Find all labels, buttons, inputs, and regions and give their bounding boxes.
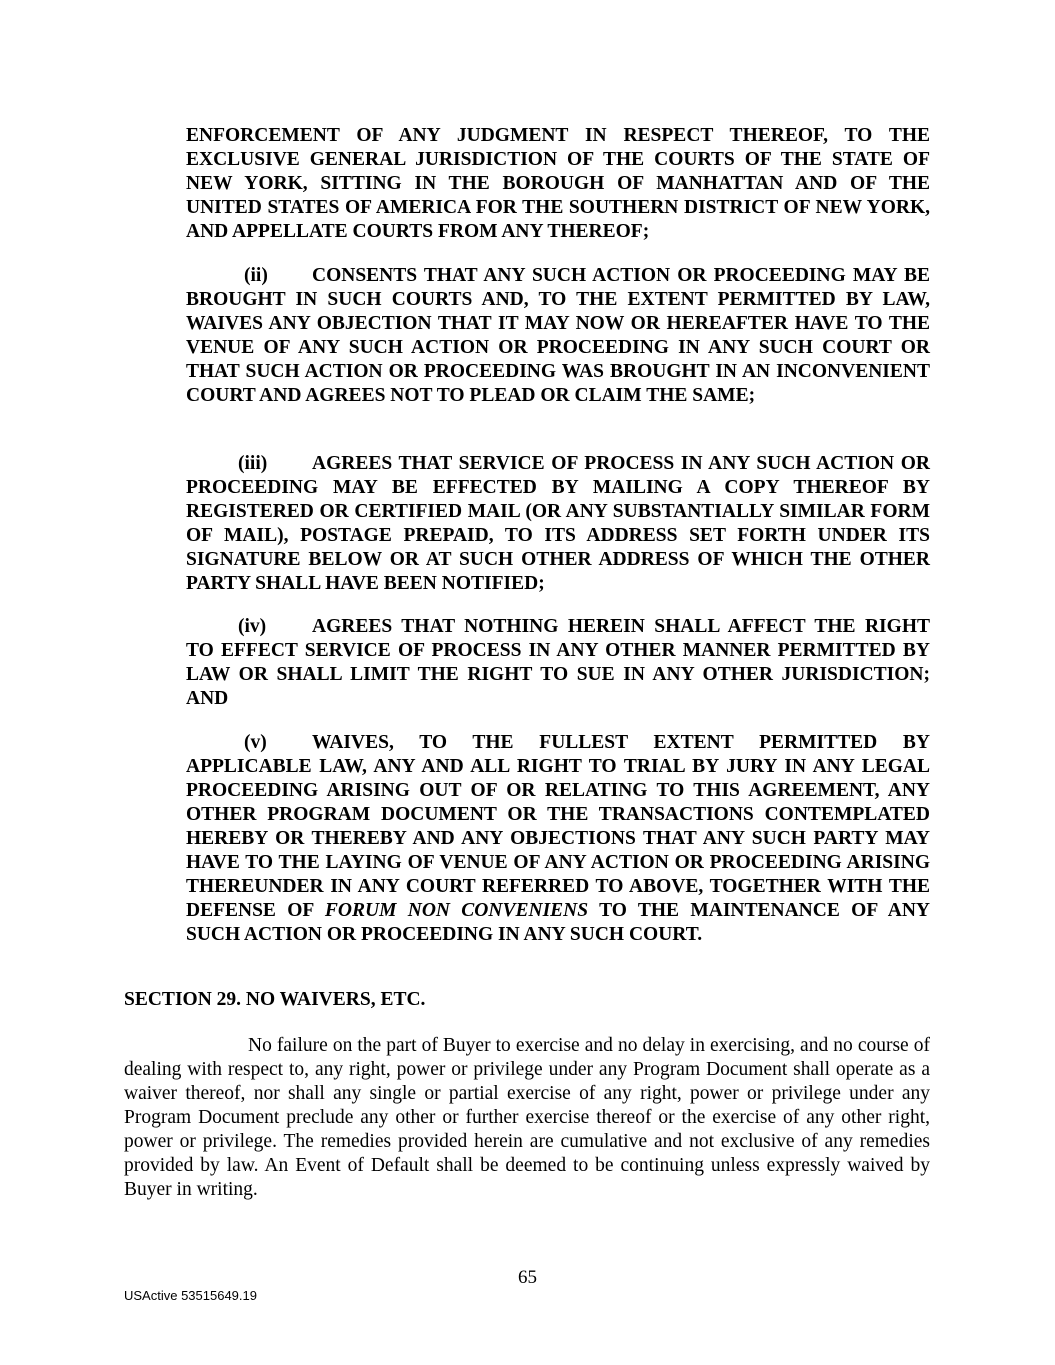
section-heading: SECTION 29. NO WAIVERS, ETC. xyxy=(124,989,426,1010)
page-number: 65 xyxy=(518,1267,537,1288)
clause-text: AGREES THAT NOTHING HEREIN SHALL AFFECT THE RIGHT TO EFFECT SERVICE OF PROCESS IN ANY OTHER MANNER PERMITTED BY LAW OR SHALL LIMIT THE RIGHT TO SUE IN ANY OTHER JURISDICTION; AND xyxy=(186,616,930,709)
clause-v xyxy=(186,731,930,947)
clause-number: (v) xyxy=(244,732,267,753)
clause-text: CONSENTS THAT ANY SUCH ACTION OR PROCEEDING MAY BE BROUGHT IN SUCH COURTS AND, TO THE EXTENT PERMITTED BY LAW, WAIVES ANY OBJECTION THAT IT MAY NOW OR HEREAFTER HAVE TO THE VENUE OF ANY SUCH ACTION OR PROCEEDING IN ANY SUCH COURT OR THAT SUCH ACTION OR PROCEEDING WAS BROUGHT IN AN INCONVENIENT COURT AND AGREES NOT TO PLEAD OR CLAIM THE SAME; xyxy=(186,265,930,406)
clause-number: (ii) xyxy=(244,265,268,286)
clause-iv xyxy=(186,615,930,711)
clause-number: (iv) xyxy=(238,616,267,637)
lead-paragraph: ENFORCEMENT OF ANY JUDGMENT IN RESPECT THEREOF, TO THE EXCLUSIVE GENERAL JURISDICTION OF THE COURTS OF THE STATE OF NEW YORK, SITTING IN THE BOROUGH OF MANHATTAN AND OF THE UNITED STATES OF AMERICA FOR THE SOUTHERN DISTRICT OF NEW YORK, AND APPELLATE COURTS FROM ANY THEREOF; xyxy=(186,125,930,242)
clause-ii xyxy=(186,264,930,408)
clause-number: (iii) xyxy=(238,453,268,474)
clause-text: WAIVES, TO THE FULLEST EXTENT PERMITTED BY APPLICABLE LAW, ANY AND ALL RIGHT TO TRIAL BY JURY IN ANY LEGAL PROCEEDING ARISING OUT OF OR RELATING TO THIS AGREEMENT, ANY OTHER PROGRAM DOCUMENT OR THE TRANSACTIONS CONTEMPLATED HEREBY OR THEREBY AND ANY OBJECTIONS THAT ANY SUCH PARTY MAY HAVE TO THE LAYING OF VENUE OF ANY ACTION OR PROCEEDING ARISING THEREUNDER IN ANY COURT REFERRED TO ABOVE, TOGETHER WITH THE DEFENSE OF xyxy=(186,732,930,921)
section-body: No failure on the part of Buyer to exercise and no delay in exercising, and no course of dealing with respect to, any right, power or privilege under any Program Document shall operate as a waiver thereof, nor shall any single or partial exercise of any right, power or privilege under any Program Document preclude any other or further exercise thereof or the exercise of any other right, power or privilege. The remedies provided herein are cumulative and not exclusive of any remedies provided by law. An Event of Default shall be deemed to be continuing unless expressly waived by Buyer in writing. xyxy=(124,1035,930,1200)
footer-document-id: USActive 53515649.19 xyxy=(124,1288,257,1303)
clause-text-end: TO THE MAINTENANCE OF ANY SUCH ACTION OR PROCEEDING IN ANY SUCH COURT. xyxy=(186,900,931,945)
clause-iii xyxy=(186,452,930,596)
clause-text: AGREES THAT SERVICE OF PROCESS IN ANY SUCH ACTION OR PROCEEDING MAY BE EFFECTED BY MAILING A COPY THEREOF BY REGISTERED OR CERTIFIED MAIL (OR ANY SUBSTANTIALLY SIMILAR FORM OF MAIL), POSTAGE PREPAID, TO ITS ADDRESS SET FORTH UNDER ITS SIGNATURE BELOW OR AT SUCH OTHER ADDRESS OF WHICH THE OTHER PARTY SHALL HAVE BEEN NOTIFIED; xyxy=(186,453,930,594)
clause-italic-term: FORUM NON CONVENIENS xyxy=(324,900,589,921)
